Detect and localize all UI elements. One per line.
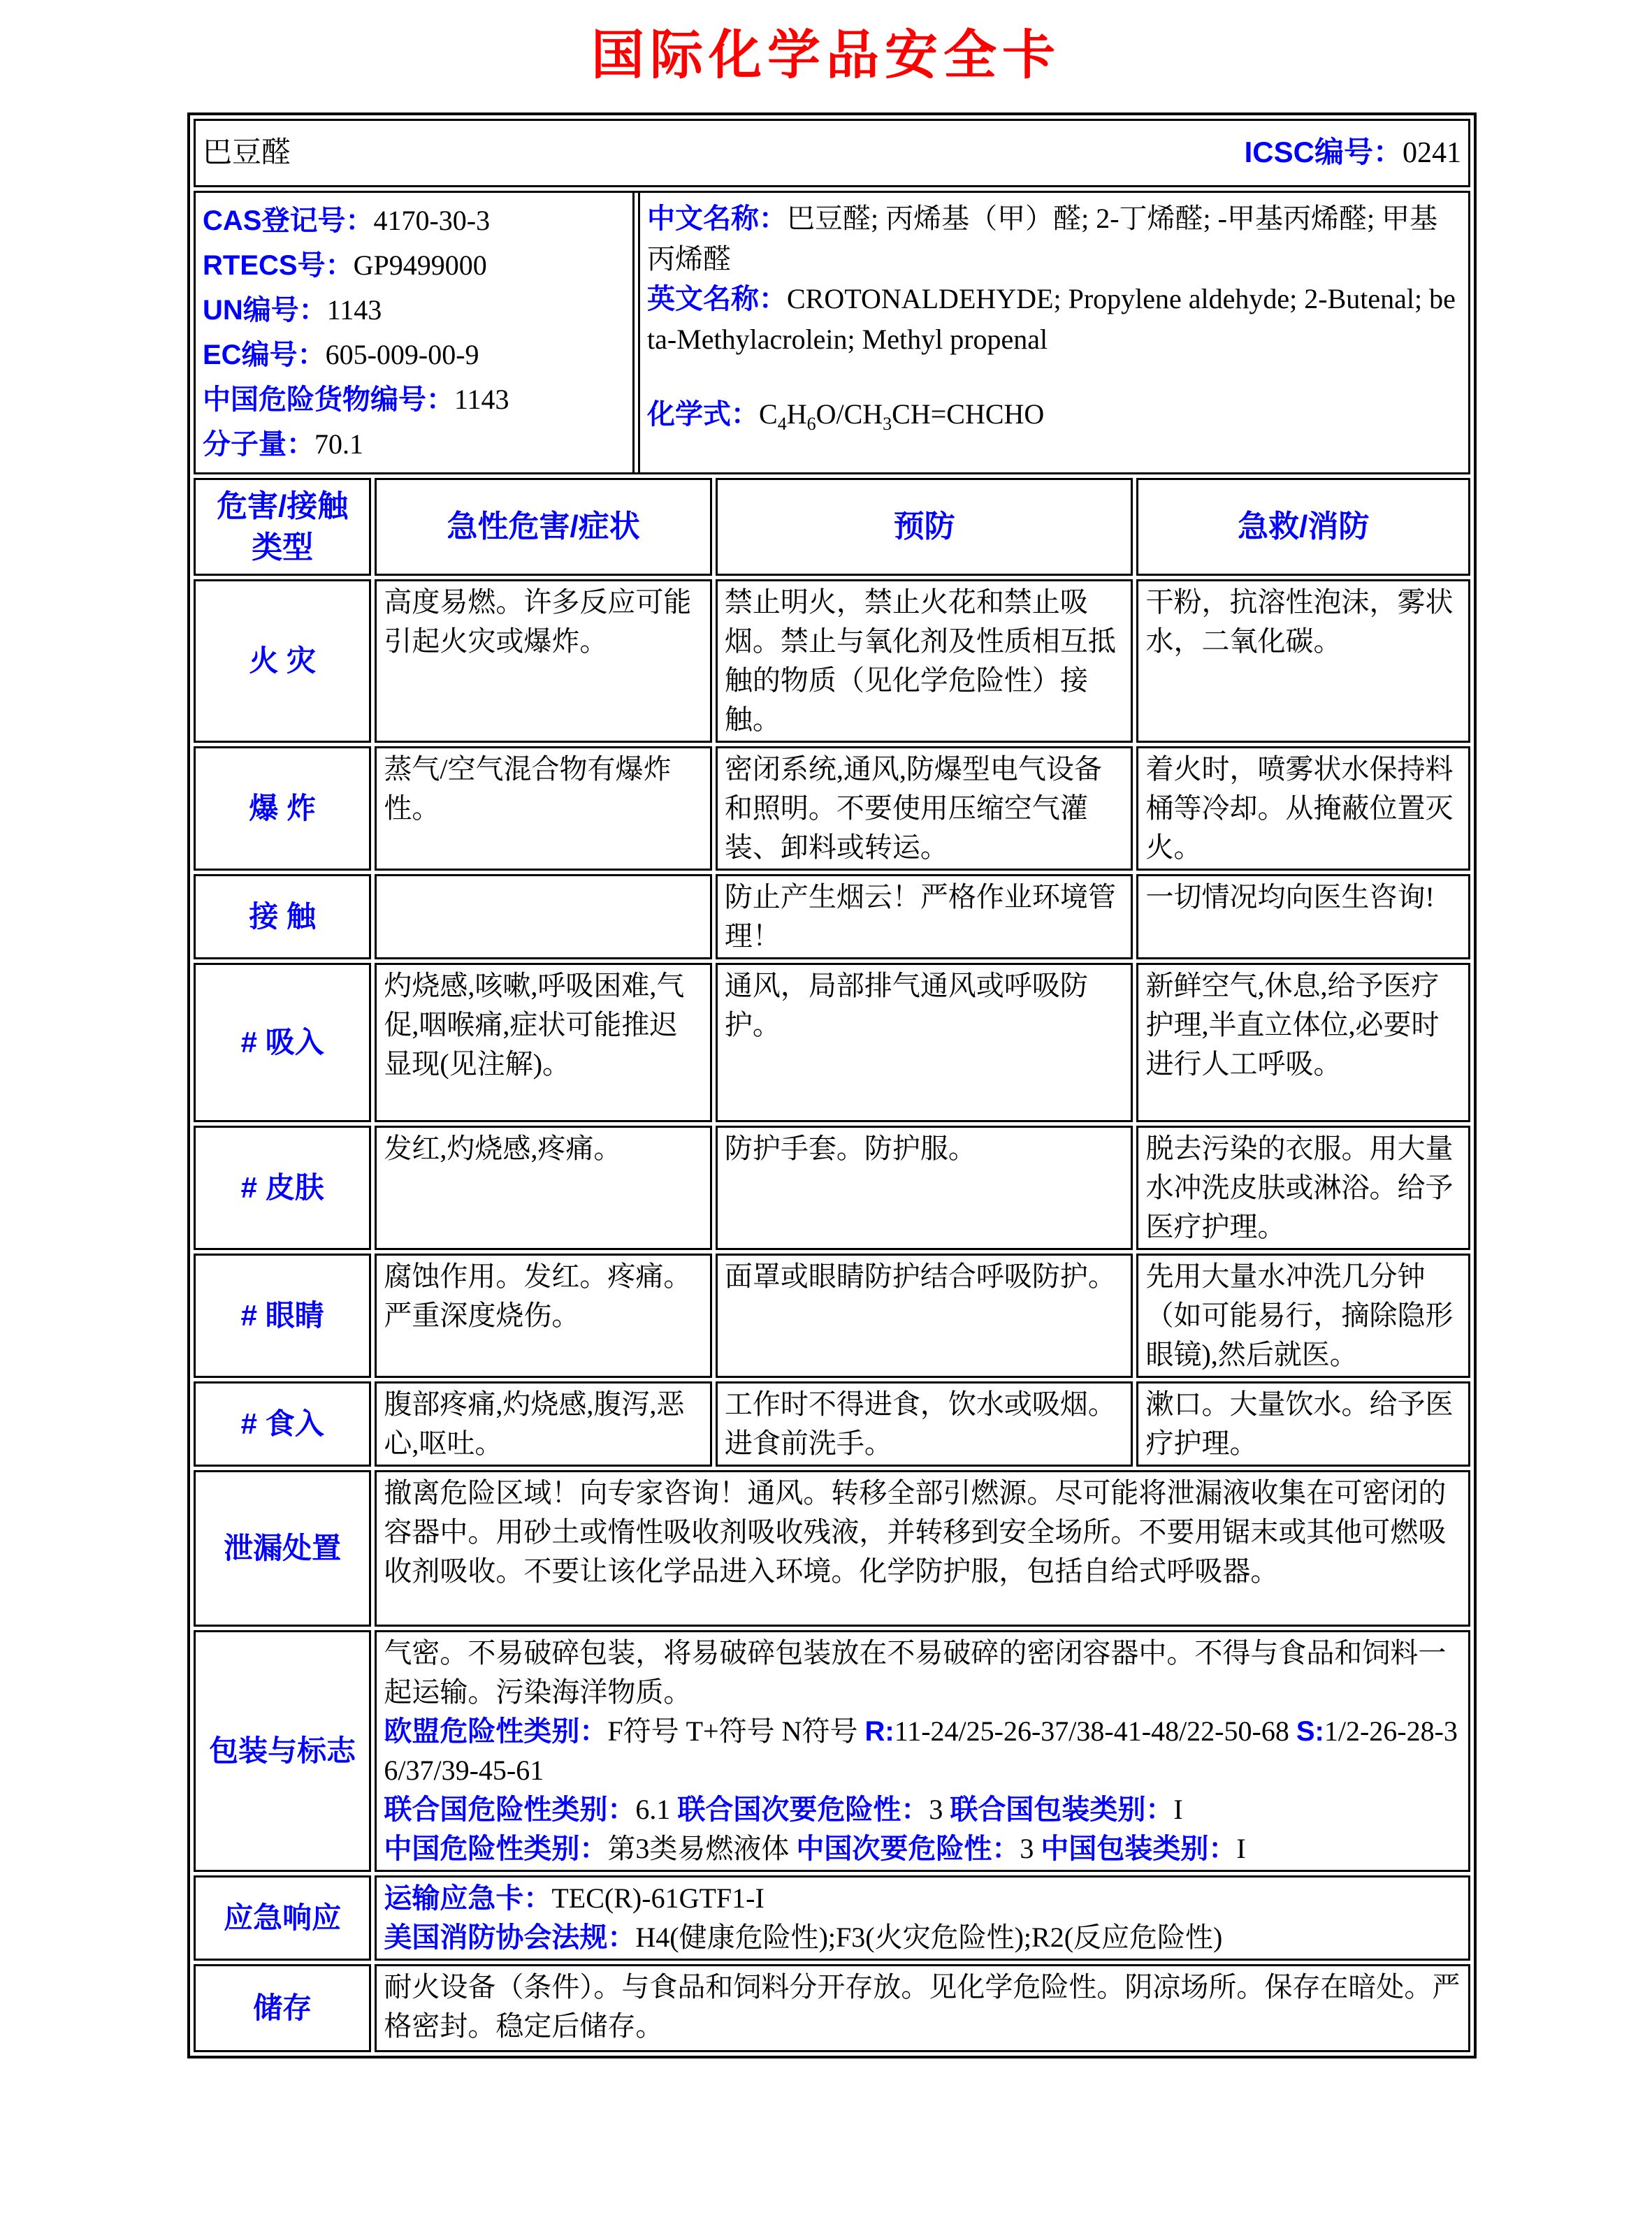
hazard-row-skin — [194, 1126, 1470, 1250]
ingestion-symptoms: 腹部疼痛,灼烧感,腹泻,恶心,呕吐。 — [375, 1381, 712, 1467]
storage-row — [194, 1964, 1470, 2052]
tec-card-label: 运输应急卡： — [384, 1883, 552, 1914]
hazard-row-inhalation — [194, 963, 1470, 1122]
molecular-weight-value: 70.1 — [314, 428, 363, 460]
icsc-number-value: 0241 — [1403, 137, 1461, 170]
cn-subrisk-value: 3 — [1020, 1833, 1041, 1864]
row-label-explosion: 爆 炸 — [194, 746, 371, 871]
un-packgroup-value: I — [1173, 1794, 1183, 1825]
spill-disposal-row — [194, 1470, 1470, 1627]
row-label-ingestion: # 食入 — [194, 1381, 371, 1467]
un-subrisk-value: 3 — [929, 1794, 950, 1825]
row-label-packaging: 包装与标志 — [194, 1630, 371, 1872]
emergency-content — [375, 1875, 1470, 1961]
explosion-prevention: 密闭系统,通风,防爆型电气设备和照明。不要使用压缩空气灌装、卸料或转运。 — [716, 746, 1133, 871]
fire-response: 干粉，抗溶性泡沫，雾状水，二氧化碳。 — [1136, 579, 1470, 743]
explosion-symptoms: 蒸气/空气混合物有爆炸性。 — [375, 746, 712, 871]
packaging-content — [375, 1630, 1470, 1872]
china-dg-number-value: 1143 — [454, 384, 509, 415]
chemical-name: 巴豆醛 — [203, 136, 291, 169]
row-label-fire: 火 灾 — [194, 579, 371, 743]
inhalation-response: 新鲜空气,休息,给予医疗护理,半直立体位,必要时进行人工呼吸。 — [1136, 963, 1470, 1122]
china-dg-number-line — [203, 377, 630, 422]
eu-class-symbols: F符号 T+符号 N符号 — [607, 1715, 865, 1747]
row-label-eyes: # 眼睛 — [194, 1254, 371, 1378]
ingestion-prevention: 工作时不得进食，饮水或吸烟。进食前洗手。 — [716, 1381, 1133, 1467]
fire-symptoms: 高度易燃。许多反应可能引起火灾或爆炸。 — [375, 579, 712, 743]
ec-number-value: 605-009-00-9 — [325, 339, 479, 370]
row-label-emergency: 应急响应 — [194, 1875, 371, 1961]
row-label-skin: # 皮肤 — [194, 1126, 371, 1250]
cas-number-line — [203, 198, 630, 243]
header-row — [194, 119, 1470, 187]
chinese-names-line — [647, 198, 1461, 279]
header-cell — [194, 119, 1470, 187]
hazard-row-explosion — [194, 746, 1470, 871]
hazard-row-ingestion — [194, 1381, 1470, 1467]
skin-response: 脱去污染的衣服。用大量水冲洗皮肤或淋浴。给予医疗护理。 — [1136, 1126, 1470, 1250]
un-number-label: UN编号： — [203, 295, 327, 326]
s-phrases-value: 1/2-26-28-36/37/39-45-61 — [384, 1715, 1458, 1786]
page-title: 国际化学品安全卡 — [591, 27, 1061, 85]
r-phrases-value: 11-24/25-26-37/38-41-48/22-50-68 — [894, 1715, 1296, 1747]
un-number-line — [203, 288, 630, 333]
english-names-value: CROTONALDEHYDE; Propylene aldehyde; 2-Butenal; beta-Methylacrolein; Methyl propenal — [647, 283, 1456, 355]
hazard-header-row — [194, 478, 1470, 576]
identification-cell — [194, 191, 1470, 474]
cn-subrisk-label: 中国次要危险性： — [796, 1833, 1020, 1864]
exposure-symptoms — [375, 874, 712, 959]
hazard-row-exposure — [194, 874, 1470, 959]
english-names-label: 英文名称： — [647, 284, 787, 314]
column-header-symptoms: 急性危害/症状 — [375, 478, 712, 576]
icsc-card-table — [187, 112, 1477, 2058]
un-class-value: 6.1 — [635, 1794, 678, 1825]
identification-row — [194, 191, 1470, 474]
fire-prevention: 禁止明火，禁止火花和禁止吸烟。禁止与氧化剂及性质相互抵触的物质（见化学危险性）接触。 — [716, 579, 1133, 743]
cn-class-value: 第3类易燃液体 — [607, 1833, 797, 1864]
rtecs-number-value: GP9499000 — [353, 249, 487, 281]
china-dg-number-label: 中国危险货物编号： — [203, 384, 454, 415]
row-label-inhalation: # 吸入 — [194, 963, 371, 1122]
cas-number-label: CAS登记号： — [203, 205, 374, 236]
column-header-response: 急救/消防 — [1136, 478, 1470, 576]
column-header-prevention: 预防 — [716, 478, 1133, 576]
chemical-formula-label: 化学式： — [647, 399, 759, 430]
chinese-names-label: 中文名称： — [647, 203, 787, 234]
storage-text: 耐火设备（条件）。与食品和饲料分开存放。见化学危险性。阴凉场所。保存在暗处。严格密封。稳定后储存。 — [375, 1964, 1470, 2052]
chemical-formula-line — [647, 394, 1461, 444]
nfpa-value: H4(健康危险性);F3(火灾危险性);R2(反应危险性) — [635, 1922, 1223, 1953]
registry-numbers-block — [196, 193, 635, 472]
column-header-type: 危害/接触 类型 — [194, 478, 371, 576]
ec-number-line — [203, 333, 630, 377]
rtecs-number-label: RTECS号： — [203, 250, 354, 281]
inhalation-symptoms: 灼烧感,咳嗽,呼吸困难,气促,咽喉痛,症状可能推迟显现(见注解)。 — [375, 963, 712, 1122]
spill-disposal-text: 撤离危险区域！向专家咨询！通风。转移全部引燃源。尽可能将泄漏液收集在可密闭的容器中。用砂土或惰性吸收剂吸收残液，并转移到安全场所。不要用锯末或其他可燃吸收剂吸收。不要让该化学品进入环境。化学防护服，包括自给式呼吸器。 — [375, 1470, 1470, 1627]
un-subrisk-label: 联合国次要危险性： — [677, 1794, 929, 1825]
row-label-spill-disposal: 泄漏处置 — [194, 1470, 371, 1627]
s-phrases-label: S: — [1296, 1716, 1324, 1747]
english-names-line — [647, 279, 1461, 359]
exposure-response: 一切情况均向医生咨询! — [1136, 874, 1470, 959]
exposure-prevention: 防止产生烟云！严格作业环境管理！ — [716, 874, 1133, 959]
row-label-exposure: 接 触 — [194, 874, 371, 959]
r-phrases-label: R: — [864, 1716, 894, 1747]
inhalation-prevention: 通风，局部排气通风或呼吸防护。 — [716, 963, 1133, 1122]
explosion-response: 着火时，喷雾状水保持料桶等冷却。从掩蔽位置灭火。 — [1136, 746, 1470, 871]
hazard-row-eyes — [194, 1254, 1470, 1378]
skin-symptoms: 发红,灼烧感,疼痛。 — [375, 1126, 712, 1250]
rtecs-number-line — [203, 243, 630, 288]
icsc-number-group — [1245, 132, 1461, 174]
eyes-response: 先用大量水冲洗几分钟（如可能易行，摘除隐形眼镜),然后就医。 — [1136, 1254, 1470, 1378]
packaging-general-text: 气密。不易破碎包装，将易破碎包装放在不易破碎的密闭容器中。不得与食品和饲料一起运输。污染海洋物质。 — [384, 1637, 1447, 1708]
names-block — [638, 193, 1468, 472]
eyes-prevention: 面罩或眼睛防护结合呼吸防护。 — [716, 1254, 1133, 1378]
eu-class-label: 欧盟危险性类别： — [384, 1716, 608, 1747]
un-class-label: 联合国危险性类别： — [384, 1794, 636, 1825]
icsc-number-label: ICSC编号： — [1244, 136, 1403, 169]
ingestion-response: 漱口。大量饮水。给予医疗护理。 — [1136, 1381, 1470, 1467]
hazard-row-fire — [194, 579, 1470, 743]
tec-card-value: TEC(R)-61GTF1-I — [551, 1882, 765, 1914]
cn-class-label: 中国危险性类别： — [384, 1833, 608, 1864]
packaging-row — [194, 1630, 1470, 1872]
cn-packgroup-label: 中国包装类别： — [1041, 1833, 1237, 1864]
chemical-formula-value: $C_4H_6O/CH_3CH=CHCHO$ — [759, 398, 1045, 434]
molecular-weight-line — [203, 422, 630, 467]
nfpa-label: 美国消防协会法规： — [384, 1922, 636, 1953]
ec-number-label: EC编号： — [203, 340, 326, 370]
un-number-value: 1143 — [326, 294, 382, 326]
cn-packgroup-value: I — [1236, 1833, 1246, 1864]
skin-prevention: 防护手套。防护服。 — [716, 1126, 1133, 1250]
cas-number-value: 4170-30-3 — [373, 205, 491, 236]
molecular-weight-label: 分子量： — [203, 429, 314, 460]
eyes-symptoms: 腐蚀作用。发红。疼痛。严重深度烧伤。 — [375, 1254, 712, 1378]
chinese-names-value: 巴豆醛; 丙烯基（甲）醛; 2-丁烯醛; -甲基丙烯醛; 甲基丙烯醛 — [647, 203, 1438, 275]
un-packgroup-label: 联合国包装类别： — [950, 1794, 1174, 1825]
row-label-storage: 储存 — [194, 1964, 371, 2052]
emergency-response-row — [194, 1875, 1470, 1961]
